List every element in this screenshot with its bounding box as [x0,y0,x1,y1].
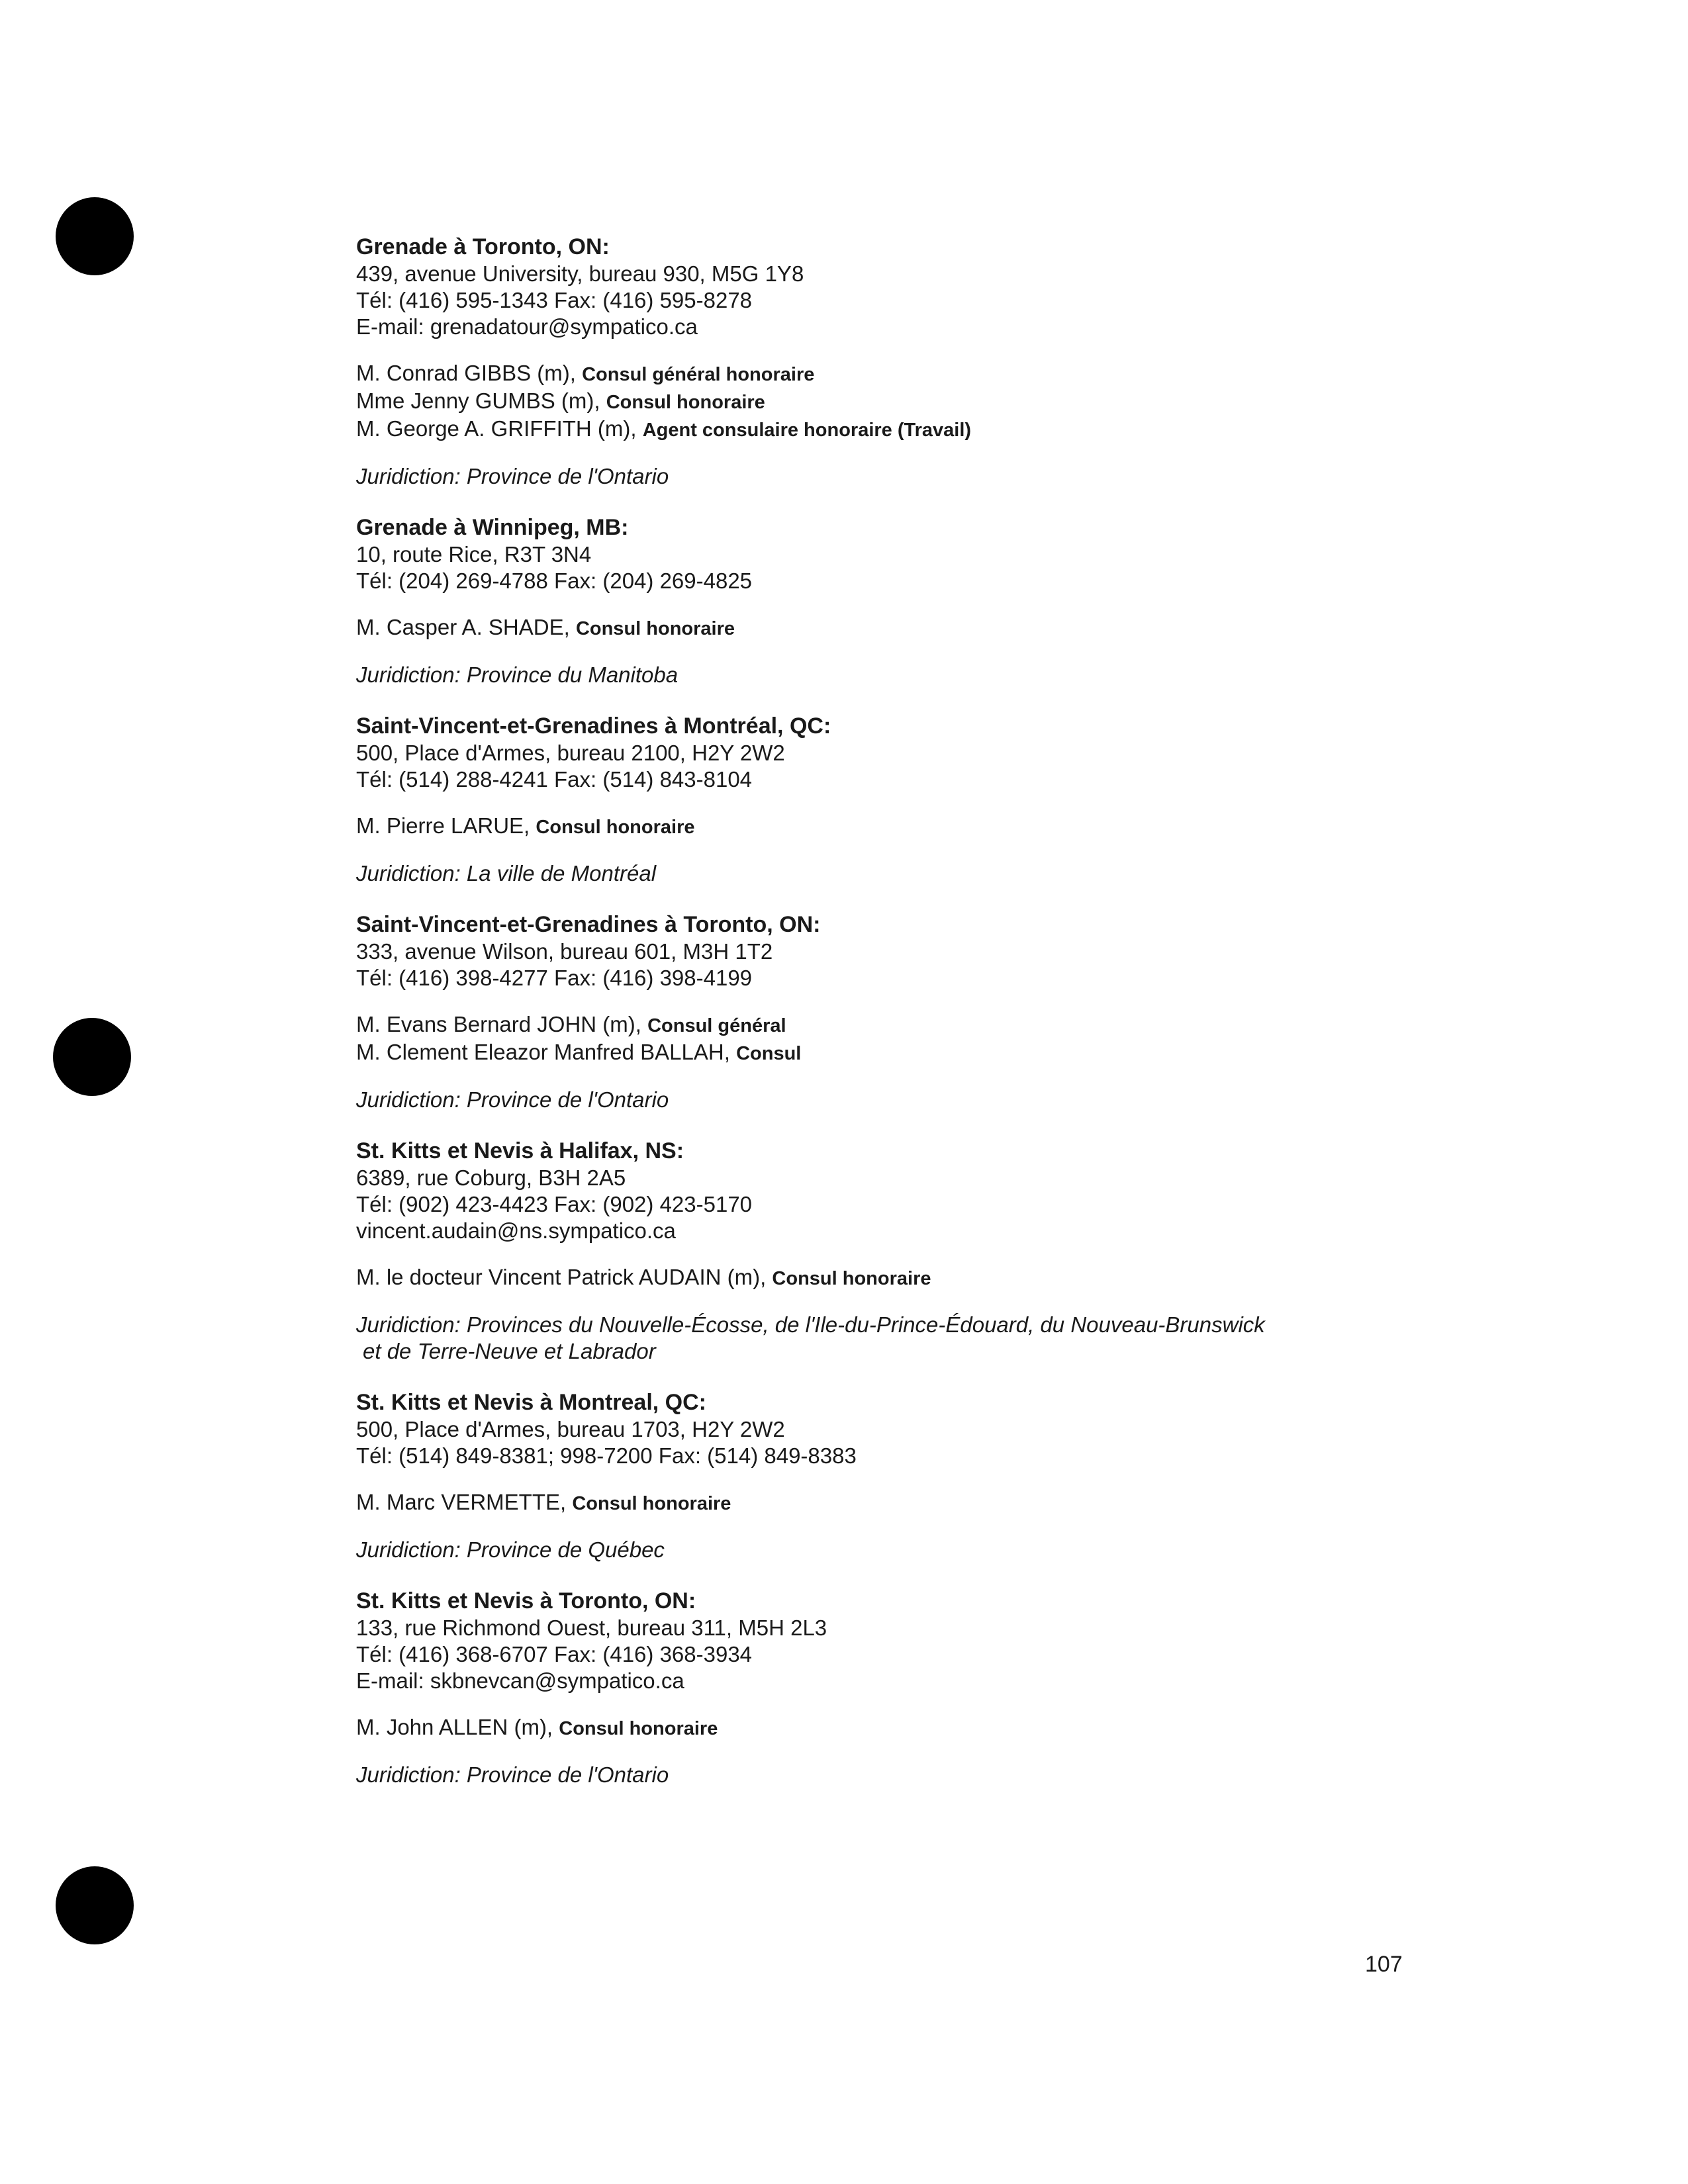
official-name: Mme Jenny GUMBS (m), [356,388,606,413]
official-title: Consul honoraire [772,1268,931,1289]
email: vincent.audain@ns.sympatico.ca [356,1218,676,1243]
address: 500, Place d'Armes, bureau 2100, H2Y 2W2 [356,741,785,765]
jurisdiction: Juridiction: Provinces du Nouvelle-Écosse, de l'Ile-du-Prince-Édouard, du Nouveau-Brunswick [356,1312,1265,1337]
official-row [356,1264,1481,1292]
consulate-heading: St. Kitts et Nevis à Toronto, ON: [356,1588,696,1614]
official-name: M. Marc VERMETTE, [356,1490,573,1514]
official-row [356,1714,1481,1742]
official-row [356,360,1481,388]
official-name: M. George A. GRIFFITH (m), [356,416,643,441]
official-title: Consul général [647,1015,786,1036]
official-row [356,416,1481,443]
jurisdiction: Juridiction: La ville de Montréal [356,861,657,886]
consulate-heading: Saint-Vincent-et-Grenadines à Montréal, QC: [356,713,831,739]
phone-fax: Tél: (514) 849-8381; 998-7200 Fax: (514) 849-8383 [356,1443,857,1468]
official-title: Consul honoraire [575,618,735,639]
official-name: M. Clement Eleazor Manfred BALLAH, [356,1040,737,1064]
phone-fax: Tél: (514) 288-4241 Fax: (514) 843-8104 [356,767,753,792]
spacer [356,793,1481,813]
consulate-list [356,233,1481,1812]
consulate-heading: St. Kitts et Nevis à Halifax, NS: [356,1138,684,1163]
spacer [356,1244,1481,1264]
official-title: Consul [736,1043,802,1064]
official-title: Agent consulaire honoraire (Travail) [642,420,972,441]
binder-hole [53,1018,131,1096]
official-row [356,1011,1481,1039]
official-title: Consul honoraire [536,817,695,838]
consulate-entry [356,1388,1481,1563]
spacer [356,1469,1481,1489]
consulate-entry [356,233,1481,490]
consulate-heading: St. Kitts et Nevis à Montreal, QC: [356,1390,706,1415]
address: 333, avenue Wilson, bureau 601, M3H 1T2 [356,939,773,964]
phone-fax: Tél: (204) 269-4788 Fax: (204) 269-4825 [356,569,753,593]
consulate-heading: Saint-Vincent-et-Grenadines à Toronto, ON: [356,912,821,937]
email: E-mail: grenadatour@sympatico.ca [356,314,698,339]
official-title: Consul honoraire [559,1718,718,1739]
consulate-entry [356,1587,1481,1788]
official-title: Consul honoraire [606,392,765,413]
page-number: 107 [1365,1952,1403,1977]
binder-hole [56,197,134,275]
official-row [356,813,1481,841]
address: 133, rue Richmond Ouest, bureau 311, M5H 2L3 [356,1615,827,1640]
official-name: M. le docteur Vincent Patrick AUDAIN (m), [356,1265,773,1289]
binder-hole [56,1866,134,1944]
official-name: M. Pierre LARUE, [356,813,536,838]
official-row [356,1039,1481,1067]
consulate-entry [356,911,1481,1113]
official-row [356,1489,1481,1517]
address: 10, route Rice, R3T 3N4 [356,542,592,567]
address: 500, Place d'Armes, bureau 1703, H2Y 2W2 [356,1417,785,1441]
consulate-entry [356,514,1481,688]
spacer [356,340,1481,360]
phone-fax: Tél: (416) 595-1343 Fax: (416) 595-8278 [356,288,753,312]
jurisdiction: Juridiction: Province du Manitoba [356,662,679,687]
address: 6389, rue Coburg, B3H 2A5 [356,1165,626,1190]
official-row [356,614,1481,642]
official-name: M. Casper A. SHADE, [356,615,576,639]
consulate-entry [356,1137,1481,1365]
consulate-heading: Grenade à Toronto, ON: [356,234,610,259]
phone-fax: Tél: (902) 423-4423 Fax: (902) 423-5170 [356,1192,753,1216]
address: 439, avenue University, bureau 930, M5G 1Y8 [356,261,804,286]
official-name: M. John ALLEN (m), [356,1715,559,1739]
jurisdiction-continued: et de Terre-Neuve et Labrador [363,1339,656,1363]
phone-fax: Tél: (416) 368-6707 Fax: (416) 368-3934 [356,1642,753,1666]
official-title: Consul honoraire [572,1493,731,1514]
official-name: M. Conrad GIBBS (m), [356,361,583,385]
jurisdiction: Juridiction: Province de l'Ontario [356,464,669,488]
jurisdiction: Juridiction: Province de l'Ontario [356,1087,669,1112]
email: E-mail: skbnevcan@sympatico.ca [356,1668,684,1693]
jurisdiction: Juridiction: Province de l'Ontario [356,1762,669,1787]
official-row [356,388,1481,416]
spacer [356,1694,1481,1714]
spacer [356,594,1481,614]
jurisdiction: Juridiction: Province de Québec [356,1537,665,1562]
phone-fax: Tél: (416) 398-4277 Fax: (416) 398-4199 [356,966,753,990]
consulate-entry [356,712,1481,887]
consulate-heading: Grenade à Winnipeg, MB: [356,515,629,540]
official-name: M. Evans Bernard JOHN (m), [356,1012,648,1036]
official-title: Consul général honoraire [582,364,815,385]
spacer [356,991,1481,1011]
